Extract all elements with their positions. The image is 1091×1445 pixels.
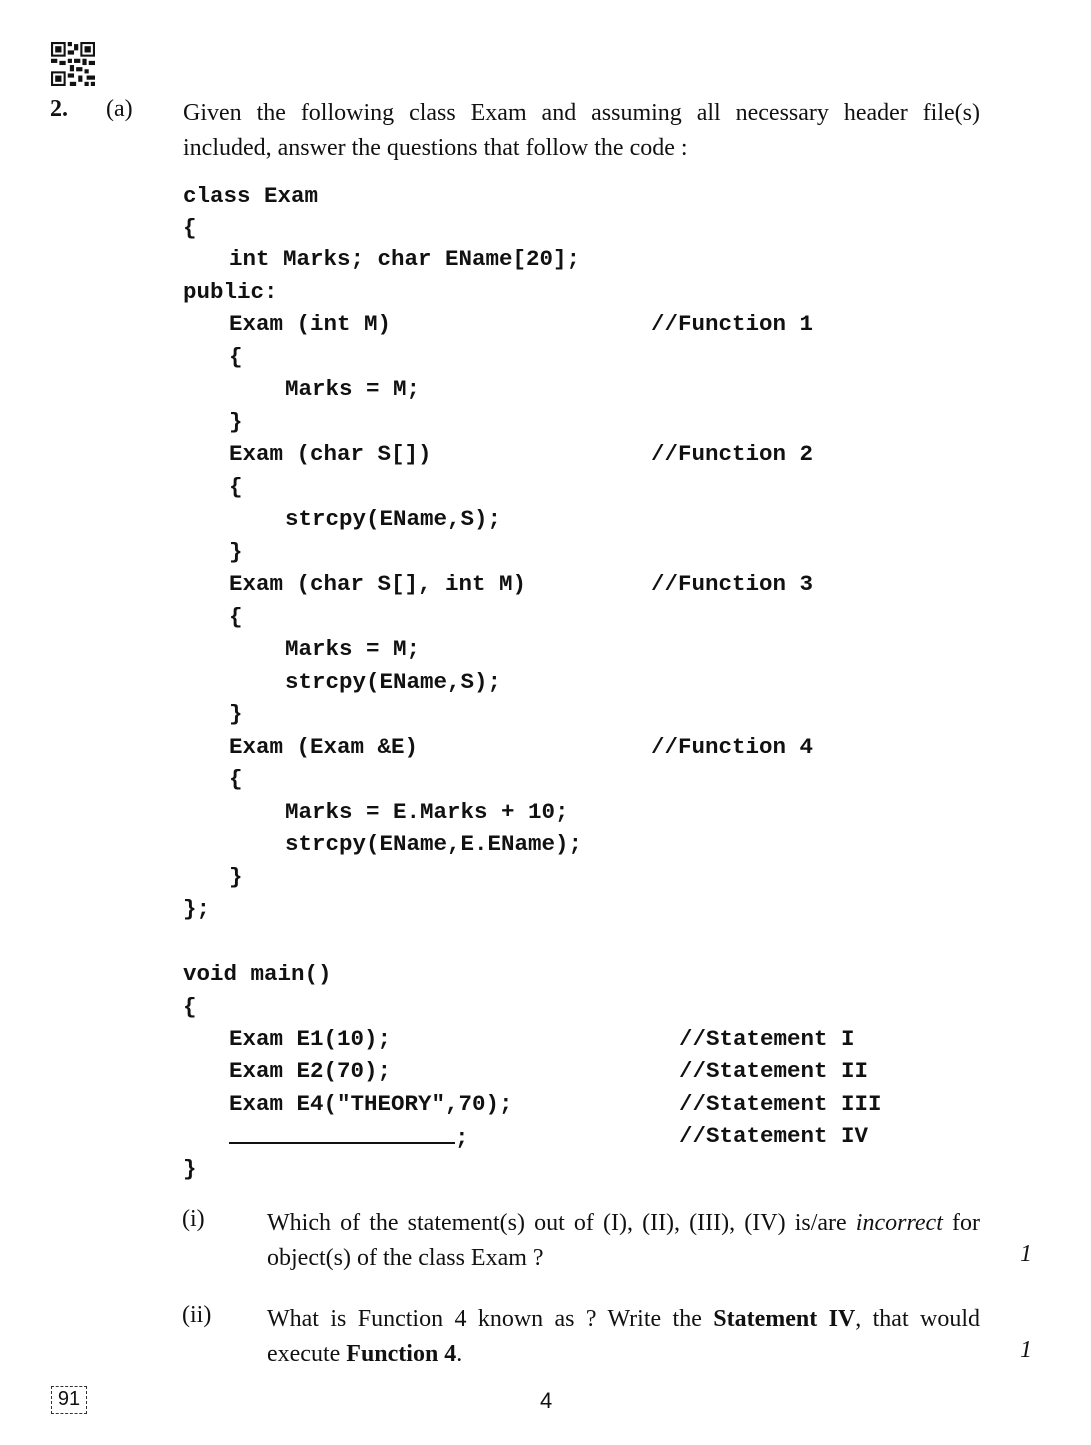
code-comment: //Function 3: [651, 571, 814, 597]
question-intro: Given the following class Exam and assuming all necessary header file(s) included, answer the questions that follow the code :: [183, 100, 980, 161]
marks-label: 1: [1020, 1241, 1032, 1267]
subquestion-label: (i): [182, 1206, 205, 1232]
code-line: void main(): [183, 961, 332, 987]
fill-in-blank: [229, 1122, 455, 1144]
code-line: {: [183, 994, 197, 1020]
code-line: Marks = M;: [285, 376, 421, 402]
code-comment: //Function 1: [651, 311, 814, 337]
marks-label: 1: [1020, 1337, 1032, 1363]
code-line: strcpy(EName,E.EName);: [285, 831, 583, 857]
subquestion-text: What is Function 4 known as ? Write the Statement IV, that would execute Function 4.: [267, 1306, 980, 1367]
code-line: Marks = E.Marks + 10;: [285, 799, 569, 825]
code-semicolon: ;: [455, 1125, 469, 1151]
code-line: {: [229, 604, 243, 630]
question-number: 2.: [50, 96, 68, 122]
subquestion-text: Which of the statement(s) out of (I), (II), (III), (IV) is/are incorrect for object(s) of the class Exam ?: [267, 1210, 980, 1271]
code-comment: //Statement III: [679, 1091, 882, 1117]
code-comment: //Statement I: [679, 1026, 855, 1052]
code-line: int Marks; char EName[20];: [229, 246, 581, 272]
code-line: };: [183, 896, 211, 922]
code-comment: //Statement II: [679, 1058, 869, 1084]
code-line: Exam (int M): [229, 311, 392, 337]
paper-code-box: 91: [51, 1386, 87, 1414]
question-part-label: (a): [106, 96, 133, 122]
code-comment: //Statement IV: [679, 1123, 869, 1149]
code-line: {: [183, 215, 197, 241]
code-line: }: [229, 701, 243, 727]
code-line: Exam (Exam &E): [229, 734, 419, 760]
qr-code-icon: [51, 42, 95, 86]
code-line: class Exam: [183, 183, 319, 209]
code-line: strcpy(EName,S);: [285, 506, 502, 532]
code-line: {: [229, 344, 243, 370]
code-line: public:: [183, 279, 278, 305]
code-line: {: [229, 474, 243, 500]
code-line: }: [183, 1156, 197, 1182]
code-line: Exam E1(10);: [229, 1026, 392, 1052]
code-line: Exam E4("THEORY",70);: [229, 1091, 513, 1117]
code-line: strcpy(EName,S);: [285, 669, 502, 695]
subquestion-label: (ii): [182, 1302, 212, 1328]
code-line: Exam E2(70);: [229, 1058, 392, 1084]
code-line: }: [229, 539, 243, 565]
code-line-blank-statement: [229, 1122, 469, 1152]
code-comment: //Function 4: [651, 734, 814, 760]
code-line: Exam (char S[]): [229, 441, 432, 467]
page-number: 4: [540, 1388, 553, 1413]
code-comment: //Function 2: [651, 441, 814, 467]
code-line: Exam (char S[], int M): [229, 571, 527, 597]
code-line: }: [229, 864, 243, 890]
code-line: }: [229, 409, 243, 435]
code-line: Marks = M;: [285, 636, 421, 662]
code-line: {: [229, 766, 243, 792]
